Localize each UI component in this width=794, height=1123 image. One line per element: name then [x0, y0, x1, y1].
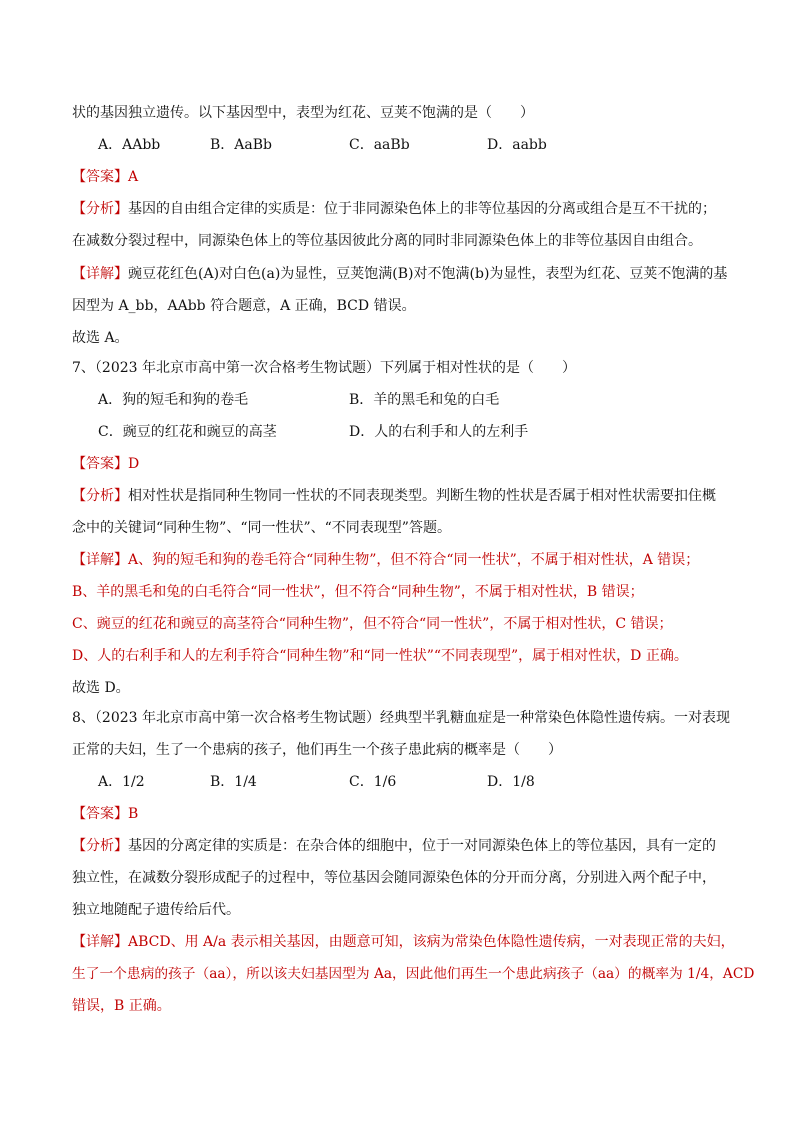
answer-label: 【答案】 — [72, 806, 128, 822]
detail-text: 豌豆花红色(A)对白色(a)为显性，豆荚饱满(B)对不饱满(b)为显性，表型为红花、豆荚不饱满的基 — [128, 266, 728, 282]
q6-detail-line-2: 因型为 A_bb，AAbb 符合题意，A 正确，BCD 错误。 — [72, 298, 416, 314]
q8-detail-line-1 — [72, 932, 734, 952]
q8-detail-line-2: 生了一个患病的孩子（aa），所以该夫妇基因型为 Aa，因此他们再生一个患此病孩子（aa）的概率为 1/4，ACD — [72, 966, 755, 982]
detail-text: ABCD、用 A/a 表示相关基因，由题意可知，该病为常染色体隐性遗传病，一对表现正常的夫妇， — [128, 934, 735, 950]
q7-analysis-line-2: 念中的关键词“同种生物”、“同一性状”、“不同表现型”答题。 — [72, 520, 451, 536]
analysis-label: 【分析】 — [72, 488, 128, 504]
analysis-label: 【分析】 — [72, 201, 128, 217]
q7-option-a: A．狗的短毛和狗的卷毛 — [98, 392, 249, 408]
q8-detail-line-3: 错误，B 正确。 — [72, 998, 171, 1014]
q8-option-d: D．1/8 — [487, 774, 535, 790]
analysis-text: 基因的自由组合定律的实质是：位于非同源染色体上的非等位基因的分离或组合是互不干扰的； — [128, 201, 716, 217]
q8-analysis-line-1 — [72, 836, 734, 856]
detail-label: 【详解】 — [72, 266, 128, 282]
analysis-label: 【分析】 — [72, 838, 128, 854]
q8-option-a: A．1/2 — [98, 774, 145, 790]
q6-option-c: C．aaBb — [349, 137, 410, 153]
q8-option-c: C．1/6 — [349, 774, 397, 790]
q8-analysis-line-2: 独立性，在减数分裂形成配子的过程中，等位基因会随同源染色体的分开而分离，分别进入两个配子中， — [72, 870, 716, 886]
detail-label: 【详解】 — [72, 552, 128, 568]
q8-analysis-line-3: 独立地随配子遗传给后代。 — [72, 902, 240, 918]
q7-option-b: B．羊的黑毛和兔的白毛 — [349, 392, 500, 408]
q7-detail-line-4: D、人的右利手和人的左利手符合“同种生物”和“同一性状”“不同表现型”，属于相对性状，D 正确。 — [72, 648, 688, 664]
answer-value: A — [128, 169, 139, 185]
q6-answer-line — [72, 167, 734, 187]
q6-option-d: D．aabb — [487, 137, 547, 153]
detail-label: 【详解】 — [72, 934, 128, 950]
q7-stem: 7、（2023 年北京市高中第一次合格考生物试题）下列属于相对性状的是（ ） — [72, 360, 576, 376]
q8-stem-line-2: 正常的夫妇，生了一个患病的孩子，他们再生一个孩子患此病的概率是（ ） — [72, 742, 562, 758]
q7-detail-line-3: C、豌豆的红花和豌豆的高茎符合“同种生物”，但不符合“同一性状”，不属于相对性状，C 错误； — [72, 616, 673, 632]
q7-detail-line-2: B、羊的黑毛和兔的白毛符合“同一性状”，但不符合“同种生物”，不属于相对性状，B 错误； — [72, 584, 644, 600]
answer-label: 【答案】 — [72, 169, 128, 185]
q7-detail-line-1 — [72, 550, 734, 570]
q6-analysis-line-1 — [72, 199, 734, 219]
q7-analysis-line-1 — [72, 486, 734, 506]
q6-analysis-line-2: 在减数分裂过程中，同源染色体上的等位基因彼此分离的同时非同源染色体上的非等位基因自由组合。 — [72, 233, 702, 249]
q8-answer-line — [72, 804, 734, 824]
q7-answer-line — [72, 454, 734, 474]
analysis-text: 相对性状是指同种生物同一性状的不同表现类型。判断生物的性状是否属于相对性状需要扣住概 — [128, 488, 716, 504]
q7-conclusion: 故选 D。 — [72, 680, 130, 696]
answer-label: 【答案】 — [72, 456, 128, 472]
q6-option-a: A．AAbb — [98, 137, 161, 153]
q6-option-b: B．AaBb — [210, 137, 272, 153]
q6-detail-line-1 — [72, 264, 734, 284]
q6-conclusion: 故选 A。 — [72, 330, 129, 346]
answer-value: D — [128, 456, 140, 472]
answer-value: B — [128, 806, 139, 822]
analysis-text: 基因的分离定律的实质是：在杂合体的细胞中，位于一对同源染色体上的等位基因，具有一定的 — [128, 838, 716, 854]
q6-stem: 状的基因独立遗传。以下基因型中，表型为红花、豆荚不饱满的是（ ） — [72, 105, 534, 121]
q7-option-c: C．豌豆的红花和豌豆的高茎 — [98, 424, 277, 440]
detail-text: A、狗的短毛和狗的卷毛符合“同种生物”，但不符合“同一性状”，不属于相对性状，A 错误； — [128, 552, 700, 568]
q8-option-b: B．1/4 — [210, 774, 257, 790]
q8-stem-line-1: 8、（2023 年北京市高中第一次合格考生物试题）经典型半乳糖血症是一种常染色体隐性遗传病。一对表现 — [72, 710, 730, 726]
q7-option-d: D．人的右利手和人的左利手 — [349, 424, 529, 440]
